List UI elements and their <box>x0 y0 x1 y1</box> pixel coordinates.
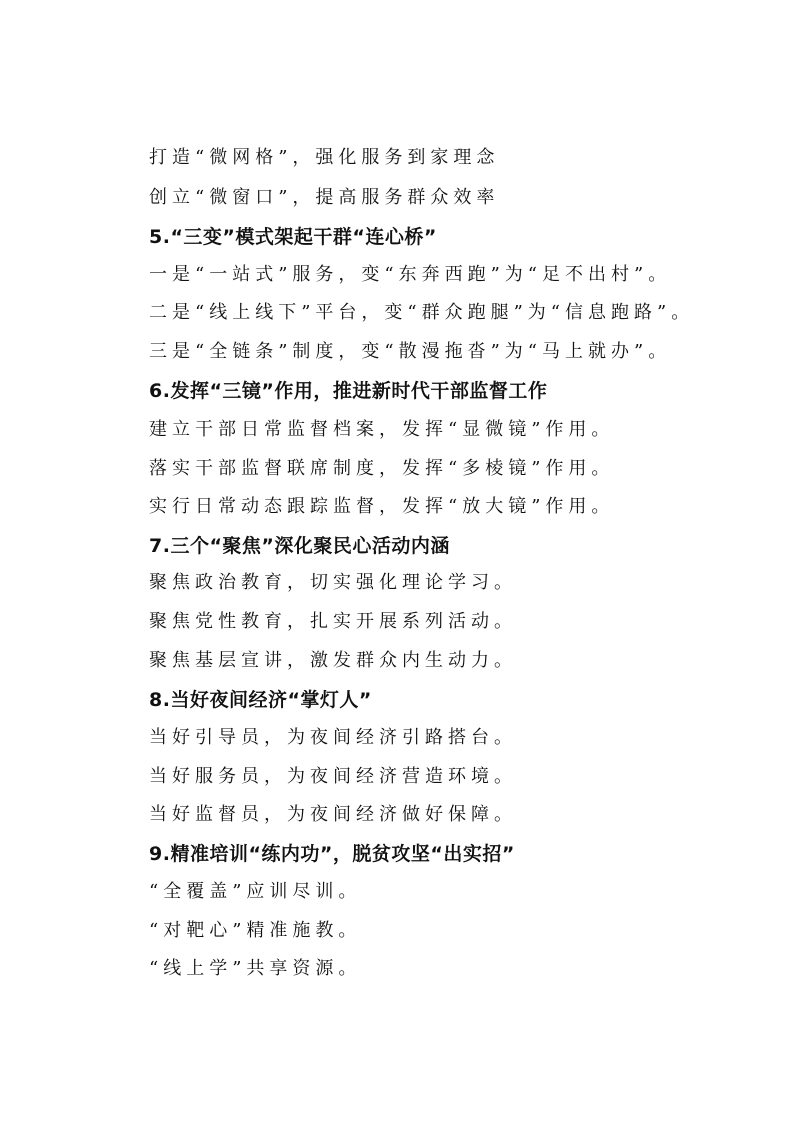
body-text-line: 聚焦政治教育，切实强化理论学习。 <box>149 572 517 593</box>
body-text-line: 当好引导员，为夜间经济引路搭台。 <box>149 727 517 748</box>
body-text-line: 聚焦党性教育，扎实开展系列活动。 <box>149 611 517 632</box>
body-text-line: 当好监督员，为夜间经济做好保障。 <box>149 804 517 825</box>
body-text-line: 聚焦基层宣讲，激发群众内生动力。 <box>149 650 517 671</box>
section-heading: 6.发挥“三镜”作用，推进新时代干部监督工作 <box>149 380 548 402</box>
body-text-line: “线上学”共享资源。 <box>149 958 362 979</box>
body-text-line: 二是“线上线下”平台，变“群众跑腿”为“信息跑路”。 <box>149 302 695 323</box>
body-text-line: 当好服务员，为夜间经济营造环境。 <box>149 766 517 787</box>
body-text-line: 三是“全链条”制度，变“散漫拖沓”为“马上就办”。 <box>149 341 672 362</box>
body-text-line: 打造“微网格”，强化服务到家理念 <box>149 147 500 168</box>
body-text-line: 创立“微窗口”，提高服务群众效率 <box>149 187 500 208</box>
section-heading: 5.“三变”模式架起干群“连心桥” <box>149 226 437 248</box>
section-heading: 8.当好夜间经济“掌灯人” <box>149 689 372 711</box>
body-text-line: 建立干部日常监督档案，发挥“显微镜”作用。 <box>149 419 615 440</box>
body-text-line: 落实干部监督联席制度，发挥“多棱镜”作用。 <box>149 458 615 479</box>
body-text-line: “全覆盖”应训尽训。 <box>149 881 362 902</box>
section-heading: 9.精准培训“练内功”，脱贫攻坚“出实招” <box>149 843 515 865</box>
section-heading: 7.三个“聚焦”深化聚民心活动内涵 <box>149 535 450 557</box>
body-text-line: 实行日常动态跟踪监督，发挥“放大镜”作用。 <box>149 496 615 517</box>
body-text-line: “对靶心”精准施教。 <box>149 920 362 941</box>
body-text-line: 一是“一站式”服务，变“东奔西跑”为“足不出村”。 <box>149 264 672 285</box>
